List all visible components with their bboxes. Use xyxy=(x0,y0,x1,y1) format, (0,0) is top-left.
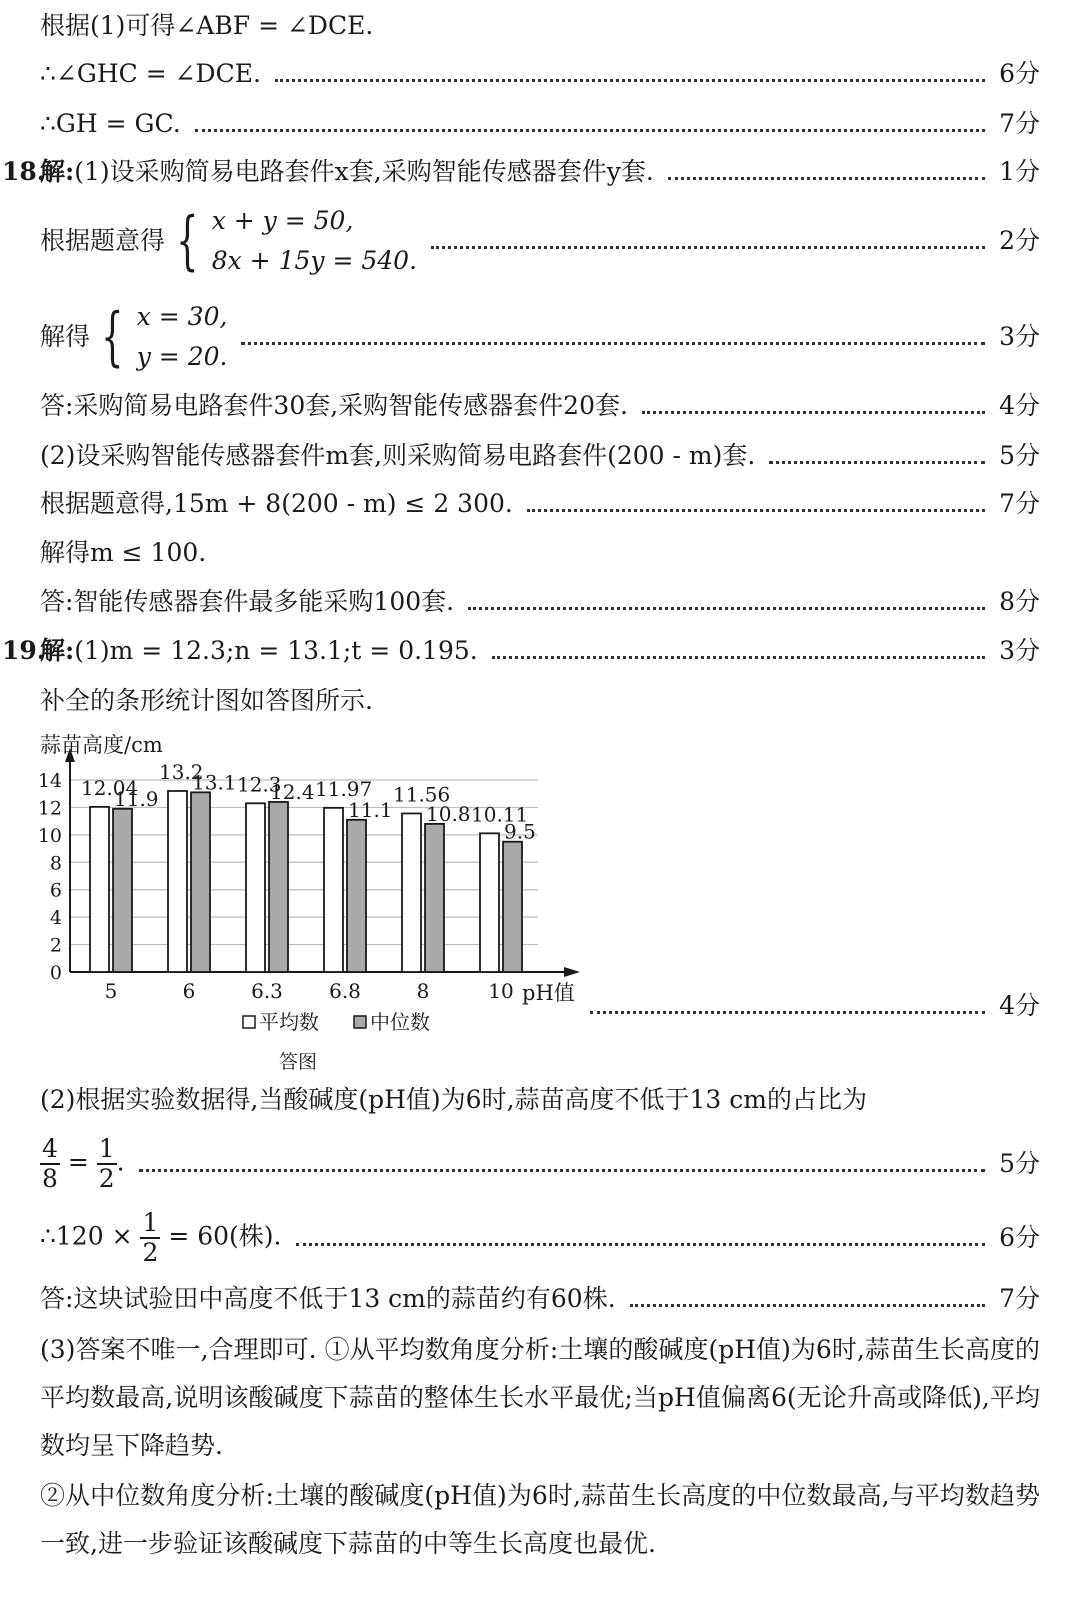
leader-dots xyxy=(668,177,985,180)
brace: { xyxy=(176,204,199,278)
x-tick-label: 6 xyxy=(182,979,196,1003)
q18-inequality xyxy=(40,488,1040,520)
score: 2分 xyxy=(999,226,1040,255)
score: 3分 xyxy=(999,636,1040,665)
equation: 8x + 15y = 540. xyxy=(211,246,418,275)
score: 5分 xyxy=(999,1149,1040,1178)
leader-dots xyxy=(590,1011,985,1014)
leader-dots xyxy=(468,607,985,610)
y-axis-label: 蒜苗高度/cm xyxy=(40,733,163,757)
y-tick-label: 12 xyxy=(37,797,62,820)
q18-answer-2 xyxy=(40,586,1040,618)
data-label: 11.97 xyxy=(315,776,373,801)
leader-dots xyxy=(275,79,985,82)
q19-part-2: (2)根据实验数据得,当酸碱度(pH值)为6时,蒜苗高度不低于13 cm的占比为 xyxy=(40,1085,867,1114)
y-tick-label: 0 xyxy=(49,962,62,984)
bar-mean xyxy=(90,807,109,972)
fraction: $\frac{4}{8}$ xyxy=(42,1134,58,1193)
legend-swatch-median xyxy=(354,1016,366,1028)
step-text: (2)设采购智能传感器套件m套,则采购简易电路套件(200 - m)套. xyxy=(40,441,756,470)
y-tick-label: 8 xyxy=(49,852,62,875)
bar-median xyxy=(425,824,444,972)
chart-score-line xyxy=(590,990,1040,1022)
q19-part-3-median: ②从中位数角度分析:土壤的酸碱度(pH值)为6时,蒜苗生长高度的中位数最高,与平均数趋势一致,进一步验证该酸碱度下蒜苗的中等生长高度也最优. xyxy=(40,1481,1040,1558)
q19-fraction-line: $\frac{4}{8}$ = $\frac{1}{2}$ . 5分 xyxy=(42,1134,1040,1193)
question-number: 18. xyxy=(2,157,46,186)
system-lead: 解得 xyxy=(40,322,91,351)
data-label: 11.56 xyxy=(393,782,451,807)
q17-line-2 xyxy=(40,58,1040,90)
legend-label: 中位数 xyxy=(370,1010,430,1034)
score: 5分 xyxy=(999,441,1040,470)
step-text: 答:采购简易电路套件30套,采购智能传感器套件20套. xyxy=(40,391,628,420)
x-tick-label: 10 xyxy=(488,979,514,1003)
step-text: ∴GH = GC. xyxy=(40,109,181,138)
leader-dots xyxy=(492,656,985,659)
q19-line-2: 补全的条形统计图如答图所示. xyxy=(40,686,373,715)
step-text: ∴∠GHC = ∠DCE. xyxy=(40,59,261,88)
q19-calc-line: ∴120 × $\frac{1}{2}$ = 60(株). 6分 xyxy=(40,1208,1040,1267)
data-label: 11.9 xyxy=(114,786,159,811)
x-tick-label: 6.3 xyxy=(251,979,283,1003)
bar-median xyxy=(191,792,210,972)
score: 7分 xyxy=(999,1284,1040,1313)
leader-dots xyxy=(642,411,985,414)
q19-line-1 xyxy=(2,635,1040,667)
q18-part-2 xyxy=(40,440,1040,472)
y-tick-label: 4 xyxy=(49,907,62,930)
data-label: 12.4 xyxy=(270,779,315,804)
leader-dots xyxy=(195,129,985,132)
q17-line-1: 根据(1)可得∠ABF = ∠DCE. xyxy=(40,11,374,40)
bar-mean xyxy=(480,833,499,972)
y-tick-label: 6 xyxy=(49,879,62,902)
q18-line-1 xyxy=(2,156,1040,188)
bar-chart xyxy=(30,730,610,1070)
data-label: 9.5 xyxy=(504,819,536,844)
legend-label: 平均数 xyxy=(259,1010,319,1034)
q19-part-3: (3)答案不唯一,合理即可. ①从平均数角度分析:土壤的酸碱度(pH值)为6时,蒜苗生长高度的平均数最高,说明该酸碱度下蒜苗的整体生长水平最优;当pH值偏离6(无论升高或降低),平均数均呈下降趋势. xyxy=(40,1335,1040,1460)
score: 3分 xyxy=(999,322,1040,351)
score: 7分 xyxy=(999,109,1040,138)
score: 8分 xyxy=(999,587,1040,616)
brace: { xyxy=(101,300,124,374)
leader-dots xyxy=(630,1304,985,1307)
leader-dots xyxy=(296,1243,986,1246)
solution-label: 解: xyxy=(40,636,75,665)
data-label: 10.8 xyxy=(426,801,471,826)
fraction: $\frac{1}{2}$ xyxy=(98,1134,115,1193)
leader-dots xyxy=(139,1169,985,1172)
score: 7分 xyxy=(999,489,1040,518)
score: 1分 xyxy=(999,157,1040,186)
q17-line-3 xyxy=(40,108,1040,140)
x-tick-label: 6.8 xyxy=(329,979,361,1003)
data-label: 12.04 xyxy=(81,775,139,800)
x-tick-label: 5 xyxy=(104,979,118,1003)
data-label: 11.1 xyxy=(348,797,393,822)
equation: y = 20. xyxy=(136,342,228,371)
leader-dots xyxy=(527,509,985,512)
bar-median xyxy=(269,802,288,972)
score: 6分 xyxy=(999,1223,1040,1252)
step-text: 根据题意得,15m + 8(200 - m) ≤ 2 300. xyxy=(40,489,513,518)
bar-mean xyxy=(246,803,265,972)
step-text: 答:智能传感器套件最多能采购100套. xyxy=(40,587,455,616)
x-axis-arrow xyxy=(564,967,580,977)
bar-median xyxy=(503,842,522,972)
equation: x + y = 50, xyxy=(211,206,354,235)
x-axis-label: pH值 xyxy=(522,981,575,1005)
q18-system-1 xyxy=(40,200,1040,282)
bar-median xyxy=(347,820,366,972)
bar-mean xyxy=(168,791,187,972)
step-text: 答:这块试验田中高度不低于13 cm的蒜苗约有60株. xyxy=(40,1284,616,1313)
leader-dots xyxy=(431,246,985,249)
q18-answer-1 xyxy=(40,390,1040,422)
bar-median xyxy=(113,809,132,972)
score: 4分 xyxy=(999,391,1040,420)
solution-label: 解: xyxy=(40,157,75,186)
equation: x = 30, xyxy=(136,302,228,331)
chart-caption: 答图 xyxy=(278,1051,318,1070)
bar-mean xyxy=(324,808,343,972)
data-label: 12.3 xyxy=(237,772,282,797)
score: 6分 xyxy=(999,59,1040,88)
q19-answer xyxy=(40,1283,1040,1315)
fraction: $\frac{1}{2}$ xyxy=(142,1208,159,1267)
leader-dots xyxy=(241,342,985,345)
q18-system-2 xyxy=(40,296,1040,378)
legend-swatch-mean xyxy=(243,1016,255,1028)
data-label: 10.11 xyxy=(471,802,529,827)
system-lead: 根据题意得 xyxy=(40,226,166,255)
y-tick-label: 2 xyxy=(49,934,62,957)
x-tick-label: 8 xyxy=(416,979,430,1003)
step-text: (1)m = 12.3;n = 13.1;t = 0.195. xyxy=(74,636,478,665)
y-tick-label: 10 xyxy=(37,824,62,847)
leader-dots xyxy=(769,461,985,464)
q18-solution: 解得m ≤ 100. xyxy=(40,538,207,567)
bar-mean xyxy=(402,813,421,972)
y-tick-label: 14 xyxy=(37,770,62,792)
data-label: 13.1 xyxy=(192,770,237,795)
data-label: 13.2 xyxy=(159,759,204,784)
step-text: (1)设采购简易电路套件x套,采购智能传感器套件y套. xyxy=(74,157,654,186)
score: 4分 xyxy=(999,991,1040,1020)
question-number: 19. xyxy=(2,636,46,665)
